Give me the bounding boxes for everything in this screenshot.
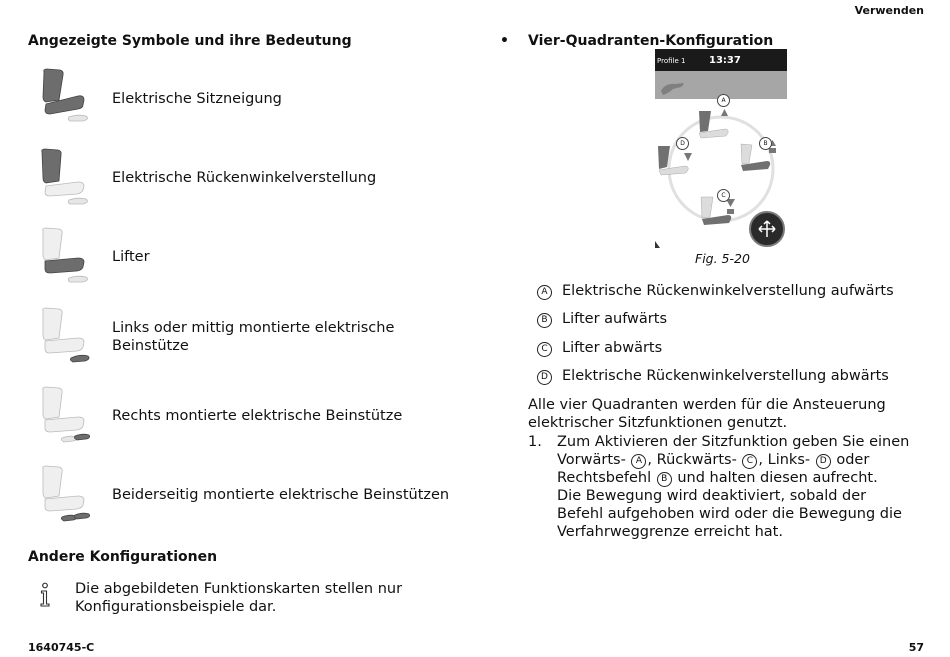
quadrant-marker-c: C	[717, 189, 730, 202]
step-left-label: , Links-	[758, 452, 811, 468]
quadrant-marker-d: D	[676, 137, 689, 150]
step-backward-label: , Rückwärts-	[647, 452, 737, 468]
symbol-label-legrest-right: Rechts montierte elektrische Beinstütze	[112, 408, 403, 424]
legend-text-b: Lifter aufwärts	[562, 311, 668, 327]
four-quadrant-screen-figure	[655, 49, 787, 248]
symbol-label-legrest-left-center	[112, 319, 394, 355]
screen-profile-label: Profile 1	[657, 57, 686, 65]
bullet: •	[500, 33, 509, 49]
legrest-right-icon	[38, 384, 94, 446]
quadrant-marker-b: B	[759, 137, 772, 150]
step-text	[557, 433, 909, 541]
step-line-6: Verfahrweggrenze erreicht hat.	[557, 524, 783, 540]
legend-key-a: A	[537, 285, 552, 300]
legend-text-c: Lifter abwärts	[562, 340, 663, 356]
step-key-b: B	[657, 472, 672, 487]
step-hold-label: und halten diesen aufrecht.	[677, 470, 878, 486]
lifter-icon	[38, 225, 94, 287]
screen-clock: 13:37	[709, 55, 741, 66]
note-line-1: Die abgebildeten Funktionskarten stellen nur	[75, 581, 403, 597]
step-line-5: Befehl aufgehoben wird oder die Bewegung die	[557, 506, 902, 522]
symbols-heading: Angezeigte Symbole und ihre Bedeutung	[28, 33, 352, 49]
four-quadrant-heading: Vier-Quadranten-Konfiguration	[528, 33, 774, 49]
seat-tilt-icon	[38, 66, 94, 128]
step-key-c: C	[742, 454, 757, 469]
page-number: 57	[908, 641, 924, 654]
legrest-left-center-icon	[38, 305, 94, 367]
arrow-down-c-icon	[726, 199, 735, 214]
symbol-label-line-1: Links oder mittig montierte elektrische	[112, 320, 395, 336]
legrest-both-icon	[38, 463, 94, 525]
configuration-note	[75, 580, 402, 616]
document-number: 1640745-C	[28, 641, 95, 654]
step-key-a: A	[631, 454, 646, 469]
quadrant-marker-a: A	[717, 94, 730, 107]
step-forward-label: Vorwärts-	[557, 452, 626, 468]
step-or-label: oder	[836, 452, 870, 468]
arrow-down-icon	[684, 153, 692, 161]
step-key-d: D	[816, 454, 831, 469]
intro-paragraph	[528, 396, 886, 432]
other-configurations-heading: Andere Konfigurationen	[28, 549, 218, 565]
hand-icon	[661, 83, 684, 95]
step-line-4: Die Bewegung wird deaktiviert, sobald der	[557, 488, 867, 504]
legend-text-a: Elektrische Rückenwinkelverstellung aufwärts	[562, 283, 894, 299]
info-icon	[37, 582, 53, 608]
symbol-label-backrest-recline: Elektrische Rückenwinkelverstellung	[112, 170, 377, 186]
step-right-label: Rechtsbefehl	[557, 470, 652, 486]
step-line-2	[557, 451, 909, 469]
symbol-label-lifter: Lifter	[112, 249, 150, 265]
legend-key-b: B	[537, 313, 552, 328]
legend-text-d: Elektrische Rückenwinkelverstellung abwärts	[562, 368, 889, 384]
symbol-label-line-2: Beinstütze	[112, 338, 189, 354]
figure-caption: Fig. 5-20	[695, 251, 750, 266]
backrest-recline-icon	[38, 146, 94, 208]
seat-c-icon	[701, 197, 731, 225]
arrow-up-icon	[721, 109, 728, 116]
intro-line-1: Alle vier Quadranten werden für die Ansteuerung	[528, 397, 886, 413]
note-line-2: Konfigurationsbeispiele dar.	[75, 599, 277, 615]
legend-item-d	[536, 367, 889, 385]
legend-key-d: D	[537, 370, 552, 385]
symbol-label-seat-tilt: Elektrische Sitzneigung	[112, 91, 282, 107]
step-number: 1.	[528, 434, 542, 450]
step-line-1: Zum Aktivieren der Sitzfunktion geben Sie einen	[557, 434, 910, 450]
legend-key-c: C	[537, 342, 552, 357]
step-line-3	[557, 469, 909, 487]
intro-line-2: elektrischer Sitzfunktionen genutzt.	[528, 415, 788, 431]
symbol-label-legrest-both: Beiderseitig montierte elektrische Beinstützen	[112, 487, 450, 503]
legend-item-a	[536, 282, 894, 300]
running-header: Verwenden	[854, 4, 924, 17]
legend-item-b	[536, 310, 667, 328]
legend-item-c	[536, 339, 662, 357]
